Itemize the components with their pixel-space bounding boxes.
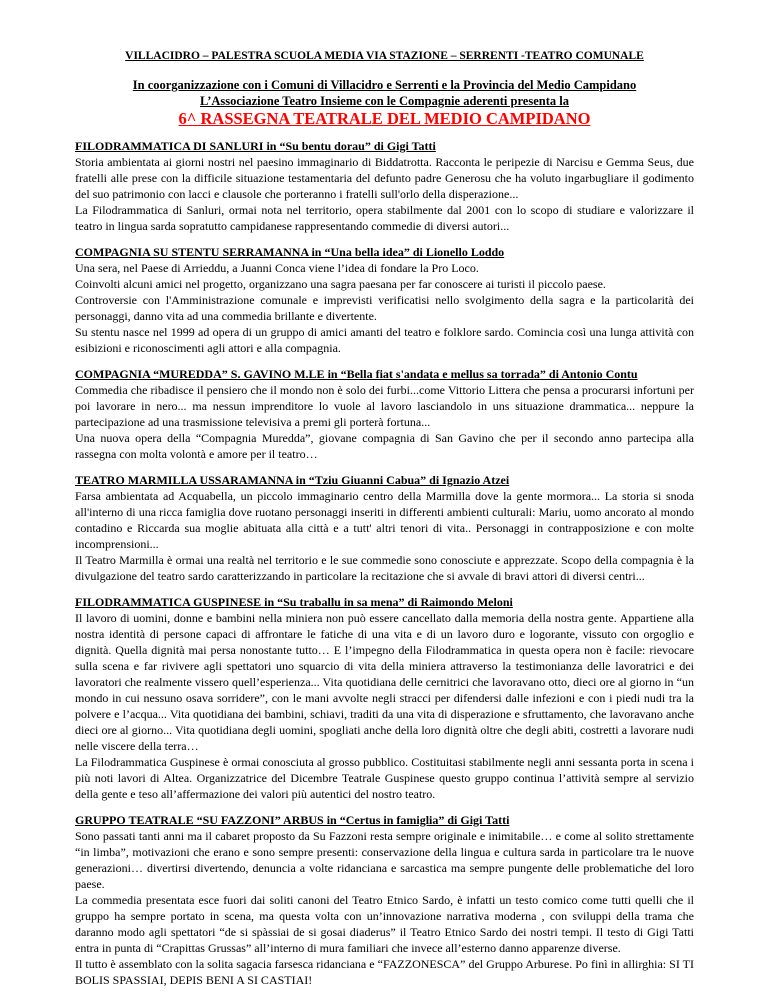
section-paragraph: Il Teatro Marmilla è ormai una realtà nel territorio e le sue commedie sono conosciute e apprezzate. Scopo della compagnia è la divulgazione del teatro sardo caratterizzando in particolare la recitazione che si avvale di bravi attori di diversi centri... — [75, 553, 694, 583]
section-5 — [75, 594, 694, 802]
section-title: FILODRAMMATICA DI SANLURI in “Su bentu dorau” di Gigi Tatti — [75, 139, 436, 153]
intro-line-2: L’Associazione Teatro Insieme con le Compagnie aderenti presenta la — [200, 94, 569, 108]
section-paragraph: La Filodrammatica Guspinese è ormai conosciuta al grosso pubblico. Costituitasi stabilmente negli anni sessanta porta in scena i più noti lavori di Altea. Organizzatrice del Dicembre Teatrale Guspinese questo gruppo continua l’attività sempre al servizio della gente e teso all’affermazione dei valori più autentici del nostro teatro. — [75, 755, 694, 801]
section-paragraph: Controversie con l'Amministrazione comunale e imprevisti verificatisi nello svolgimento della sagra e la particolarità dei personaggi, danno vita ad una commedia brillante e divertente. — [75, 293, 694, 323]
section-title: COMPAGNIA “MUREDDA” S. GAVINO M.LE in “Bella fiat s'andata e mellus sa torrada” di Antonio Contu — [75, 367, 638, 381]
section-paragraph: Il tutto è assemblato con la solita sagacia farsesca ridanciana e “FAZZONESCA” del Gruppo Arburese. Po finì in allirghia: SI TI BOLIS SPASSIAI, DEPIS BENI A SI CASTIAI! — [75, 957, 694, 987]
section-paragraph: Farsa ambientata ad Acquabella, un piccolo immaginario centro della Marmilla dove la gente mormora... La storia si snoda all'interno di una ricca famiglia dove ruotano personaggi inseriti in differenti ambienti culturali: Mariu, uomo ancorato al mondo contadino e Riccarda sua moglie abituata alla città e a tutt' altri tenori di vita.. Personaggi in contrapposizione e con molte incomprensioni... — [75, 489, 694, 551]
section-paragraph: La Filodrammatica di Sanluri, ormai nota nel territorio, opera stabilmente dal 2001 con lo scopo di studiare e valorizzare il teatro in lingua sarda sopratutto campidanese rappresentando commedie di diversi autori... — [75, 203, 694, 233]
venue-line: VILLACIDRO – PALESTRA SCUOLA MEDIA VIA STAZIONE – SERRENTI -TEATRO COMUNALE — [125, 50, 644, 62]
intro-line-1: In coorganizzazione con i Comuni di Villacidro e Serrenti e la Provincia del Medio Campidano — [132, 78, 637, 92]
sections-container — [75, 138, 694, 988]
section-paragraph: Il lavoro di uomini, donne e bambini nella miniera non può essere cancellato dalla memoria della nostra gente. Appartiene alla nostra identità di persone capaci di affrontare le fatiche di una vita e di un lavoro duro e logorante, vissuto con orgoglio e dignità. Quella dignità mai persa nonostante tutto… E l’impegno della Filodrammatica in questa opera non è facile: rievocare sulla scena e far rivivere agli spettatori uno squarcio di vita della miniera attraverso la testimonianza delle lavoratrici e dei lavoratori che realmente vissero quell’esperienza... Vita quotidiana delle cernitrici che lavoravano otto, dieci ore al giorno in “un mondo in cui nessuno osava sorridere”, con le mani avvolte negli stracci per difendersi dalle infezioni e con i piedi nudi tra la polvere e l’acqua... Vita quotidiana dei bambini, schiavi, traditi da una vita di disperazione e sfruttamento, che lavoravano anche dieci ore al giorno... Vita quotidiana degli uomini, spogliati anche della loro dignità oltre che degli abiti, costretti a lavorare nudi nelle viscere della terra… — [75, 611, 694, 753]
section-paragraph: Una sera, nel Paese di Arrieddu, a Juanni Conca viene l’idea di fondare la Pro Loco. — [75, 261, 479, 275]
section-title: COMPAGNIA SU STENTU SERRAMANNA in “Una bella idea” di Lionello Loddo — [75, 245, 505, 259]
page-title: 6^ RASSEGNA TEATRALE DEL MEDIO CAMPIDANO — [178, 109, 591, 128]
section-title: GRUPPO TEATRALE “SU FAZZONI” ARBUS in “Certus in famiglia” di Gigi Tatti — [75, 813, 510, 827]
section-2 — [75, 244, 694, 356]
section-paragraph: Commedia che ribadisce il pensiero che il mondo non è solo dei furbi...come Vittorio Littera che pensa a procurarsi infortuni per poi lavorare in nero... ma nessun imprenditore lo vuole al lavoro lasciandolo in uns situazione drammatica... neppure la partecipazione ad una trasmissione televisiva a premi gli porterà fortuna... — [75, 383, 694, 429]
section-paragraph: La commedia presentata esce fuori dai soliti canoni del Teatro Etnico Sardo, è infatti un testo comico come tutti quelli che il gruppo ha sempre portato in scena, ma questa volta con un’innovazione narrativa moderna , con sviluppi della trama che daranno modo agli spettatori “de si spàssiai de si gosai diaderus” il Teatro Etnico Sardo dei nostri tempi. Il testo di Gigi Tatti entra in punta di “Crapittas Grussas” all’interno di mura familiari che invece all’esterno danno apparenze diverse. — [75, 893, 694, 955]
section-title: TEATRO MARMILLA USSARAMANNA in “Tziu Giuanni Cabua” di Ignazio Atzei — [75, 473, 510, 487]
section-paragraph: Storia ambientata ai giorni nostri nel paesino immaginario di Biddatrotta. Racconta le peripezie di Narcisu e Gemma Seus, due fratelli alle prese con la difficile situazione testamentaria del defunto padre Generosu che ha voluto ingarbugliare il godimento del suo patrimonio con lacci e clausole che porteranno i fratelli sull'orlo della disperazione... — [75, 155, 694, 201]
section-paragraph: Su stentu nasce nel 1999 ad opera di un gruppo di amici amanti del teatro e folklore sardo. Comincia così una lunga attività con esibizioni e riconoscimenti agli attori e alla compagnia. — [75, 325, 694, 355]
section-title: FILODRAMMATICA GUSPINESE in “Su traballu in sa mena” di Raimondo Meloni — [75, 595, 513, 609]
section-3 — [75, 366, 694, 462]
section-6 — [75, 812, 694, 988]
section-paragraph: Una nuova opera della “Compagnia Muredda”, giovane compagnia di San Gavino che per il secondo anno partecipa alla rassegna con molta volontà e amore per il teatro… — [75, 431, 694, 461]
section-1 — [75, 138, 694, 234]
section-paragraph: Sono passati tanti anni ma il cabaret proposto da Su Fazzoni resta sempre originale e inimitabile… e come al solito strettamente “in limba”, motivazioni che erano e sono sempre presenti: conservazione della lingua e cultura sarda in particolare tra le nuove generazioni… divertirsi divertendo, denuncia a volte ridanciana e sarcastica ma sempre pungente delle problematiche del loro paese. — [75, 829, 694, 891]
section-paragraph: Coinvolti alcuni amici nel progetto, organizzano una sagra paesana per far conoscere ai turisti il piccolo paese. — [75, 277, 606, 291]
section-4 — [75, 472, 694, 584]
